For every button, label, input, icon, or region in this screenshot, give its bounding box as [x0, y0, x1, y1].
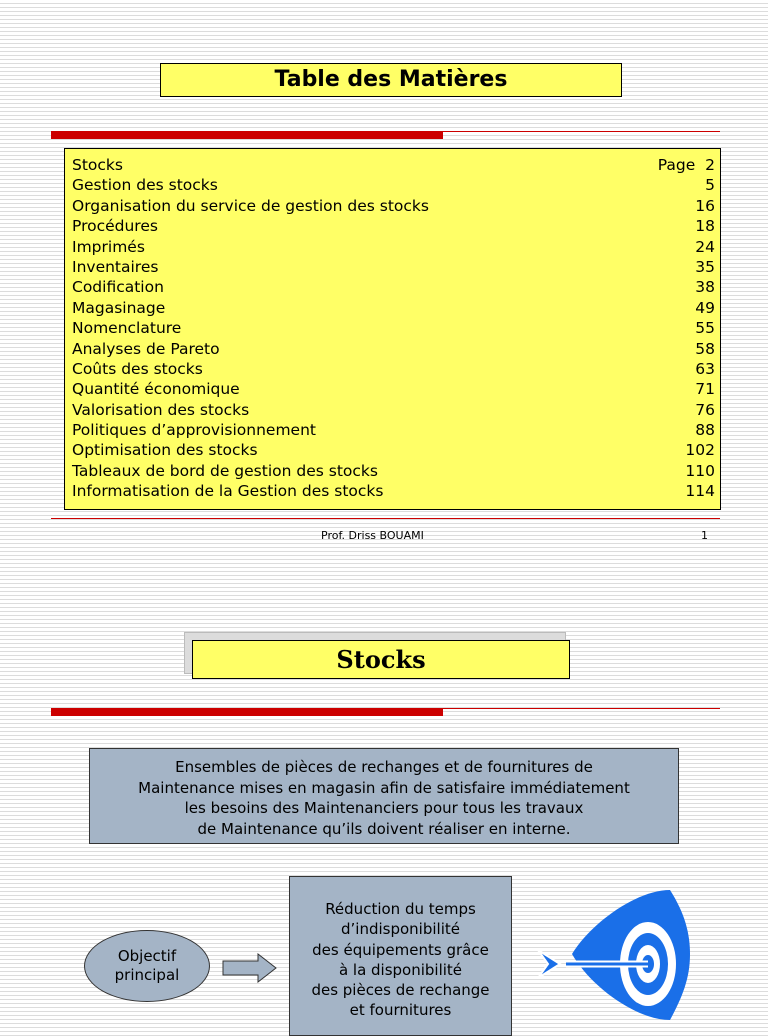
objective-ellipse [84, 930, 210, 1002]
toc-label: Quantité économique [72, 380, 240, 399]
objective-label-line: principal [114, 966, 180, 984]
toc-page: 24 [695, 237, 715, 256]
footer-author: Prof. Driss BOUAMI [321, 529, 424, 542]
definition-box [89, 748, 679, 844]
toc-label: Imprimés [72, 237, 145, 256]
definition-line: Ensembles de pièces de rechanges et de fournitures de [175, 758, 593, 776]
objective-text-line: Réduction du temps [325, 900, 476, 918]
toc-page: Page 2 [657, 156, 715, 174]
toc-label: Gestion des stocks [72, 176, 218, 195]
stocks-title: Stocks [336, 645, 426, 674]
toc-page: 71 [695, 380, 715, 399]
objective-text-line: d’indisponibilité [341, 920, 460, 939]
toc-page: 49 [695, 298, 715, 317]
toc-label: Coûts des stocks [72, 359, 203, 378]
toc-page: 114 [685, 482, 715, 501]
toc-label: Stocks [72, 156, 123, 174]
toc-page: 55 [695, 319, 715, 338]
toc-label: Informatisation de la Gestion des stocks [72, 482, 384, 501]
toc-page: 76 [695, 400, 715, 419]
toc-page: 16 [695, 196, 715, 215]
stocks-title-box [192, 640, 570, 679]
toc-page: 63 [695, 359, 715, 378]
toc-label: Magasinage [72, 298, 166, 317]
toc-label: Procédures [72, 217, 158, 236]
objective-text-line: des équipements grâce [312, 940, 489, 959]
toc-page: 102 [685, 441, 715, 460]
objective-text-box [289, 876, 512, 1036]
objective-text-line: des pièces de rechange [311, 981, 490, 1000]
objective-text-line: à la disponibilité [338, 960, 463, 979]
toc-page: 18 [695, 217, 715, 236]
toc-label: Politiques d’approvisionnement [72, 421, 316, 440]
toc-page: 35 [695, 257, 715, 276]
objective-label-line: Objectif [117, 947, 177, 965]
toc-label: Tableaux de bord de gestion des stocks [72, 461, 378, 480]
toc-page: 5 [705, 176, 715, 195]
objective-text-line: et fournitures [349, 1001, 452, 1020]
footer-page-number: 1 [701, 529, 708, 542]
toc-page: 88 [695, 421, 715, 440]
toc-page: 110 [685, 461, 715, 480]
toc-label: Inventaires [72, 257, 159, 276]
target-arrow-icon [530, 884, 696, 1024]
toc-label: Nomenclature [72, 319, 182, 338]
toc-label: Optimisation des stocks [72, 441, 258, 460]
definition-line: les besoins des Maintenanciers pour tous les travaux [184, 799, 584, 817]
definition-line: de Maintenance qu’ils doivent réaliser en interne. [197, 819, 571, 838]
toc-page: 58 [695, 339, 715, 358]
toc-label: Analyses de Pareto [72, 339, 220, 358]
stocks-underline-thin [443, 708, 720, 709]
toc-label: Codification [72, 278, 164, 297]
definition-line: Maintenance mises en magasin afin de satisfaire immédiatement [138, 778, 630, 797]
right-arrow-icon [222, 953, 278, 983]
stocks-underline-thick [51, 708, 443, 716]
toc-label: Valorisation des stocks [72, 400, 250, 419]
toc-label: Organisation du service de gestion des stocks [72, 196, 429, 215]
toc-page: 38 [695, 278, 715, 297]
toc-title: Table des Matières [274, 67, 508, 92]
